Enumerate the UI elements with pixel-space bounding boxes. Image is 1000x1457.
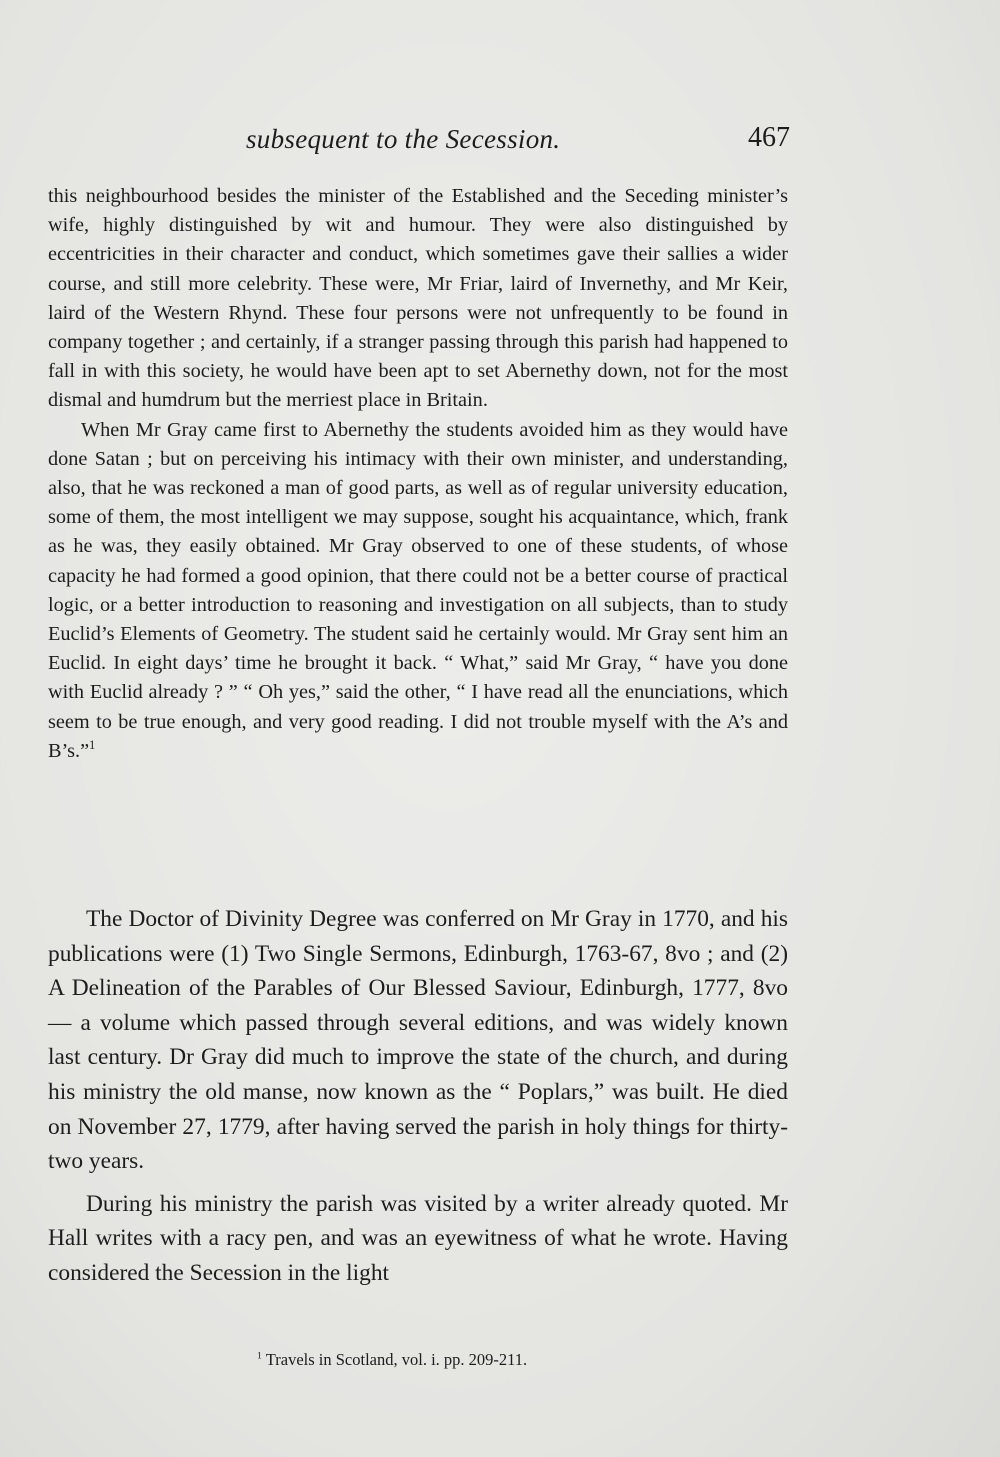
quoted-paragraph-2-text: When Mr Gray came first to Abernethy the students avoided him as they would have done Satan ; but on perceiving his intimacy with their own minister, and understanding, also, that he was reckoned a man of good parts, as well as of regular university education, some of them, the most intelligent we may suppose, sought his acquaintance, which, frank as he was, they easily obtained. Mr Gray observed to one of these students, of whose capacity he had formed a good opinion, that there could not be a better course of practical logic, or a better introduction to reasoning and investigation on all subjects, than to study Euclid’s Elements of Geometry. The student said he certainly would. Mr Gray sent him an Euclid. In eight days’ time he brought it back. “ What,” said Mr Gray, “ have you done with Euclid already ? ” “ Oh yes,” said the other, “ I have read all the enunciations, which seem to be true enough, and very good reading. I did not trouble myself with the A’s and B’s.” [48,418,788,762]
running-head: subsequent to the Secession. [246,124,561,154]
main-text [48,902,788,1299]
page-header [48,118,790,162]
footnote [257,1349,757,1371]
footnote-text: Travels in Scotland, vol. i. pp. 209-211. [265,1350,528,1369]
footnote-reference: 1 [89,738,96,753]
footnote-marker: 1 [257,1350,262,1362]
quoted-paragraph-2 [48,416,788,766]
page-number: 467 [748,122,790,153]
quoted-paragraph-1: this neighbourhood besides the minister of the Established and the Seceding minister’s wife, highly distinguished by wit and humour. They were also distinguished by eccentricities in their character and conduct, which sometimes gave their sallies a wider course, and still more celebrity. These were, Mr Friar, laird of Invernethy, and Mr Keir, laird of the Western Rhynd. These four persons were not unfrequently to be found in company together ; and certainly, if a stranger passing through this parish had happened to fall in with this society, he would have been apt to set Abernethy down, not for the most dismal and humdrum but the merriest place in Britain. [48,185,788,412]
main-paragraph-1: The Doctor of Divinity Degree was conferred on Mr Gray in 1770, and his publications were (1) Two Single Sermons, Edinburgh, 1763-67, 8vo ; and (2) A Delineation of the Parables of Our Blessed Saviour, Edinburgh, 1777, 8vo — a volume which passed through several editions, and was widely known last century. Dr Gray did much to improve the state of the church, and during his ministry the old manse, now known as the “ Poplars,” was built. He died on November 27, 1779, after having served the parish in holy things for thirty-two years. [48,906,788,1175]
quoted-passage [48,182,788,766]
main-paragraph-2: During his ministry the parish was visited by a writer already quoted. Mr Hall writes with a racy pen, and was an eyewitness of what he wrote. Having considered the Secession in the light [48,1190,788,1286]
